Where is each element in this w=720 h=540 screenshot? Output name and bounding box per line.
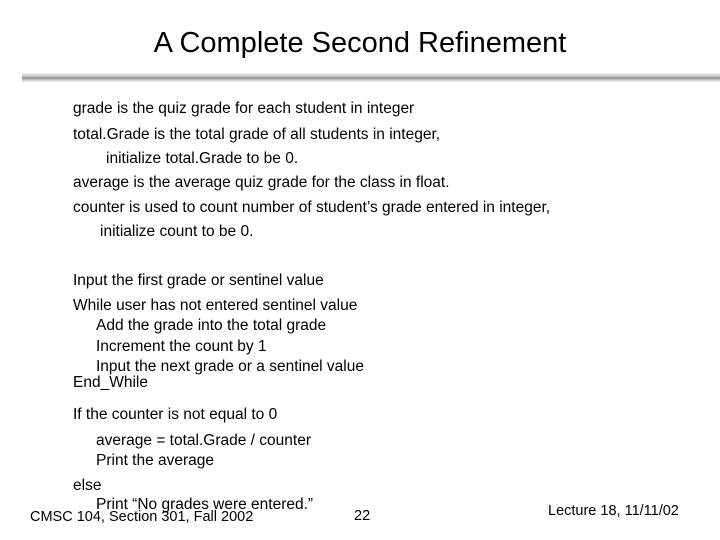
body-line-grade: grade is the quiz grade for each student in integer xyxy=(73,100,415,117)
body-line-increment: Increment the count by 1 xyxy=(96,338,267,355)
body-line-init-count: initialize count to be 0. xyxy=(100,223,254,240)
slide-title: A Complete Second Refinement xyxy=(153,27,567,59)
body-line-input-next: Input the next grade or a sentinel value xyxy=(96,358,364,375)
body-line-compute-average: average = total.Grade / counter xyxy=(96,432,311,449)
body-line-init-totalgrade: initialize total.Grade to be 0. xyxy=(106,150,299,167)
title-divider xyxy=(22,73,720,82)
body-line-print-average: Print the average xyxy=(96,452,215,469)
body-line-totalgrade: total.Grade is the total grade of all students in integer, xyxy=(73,126,441,143)
footer-lecture: Lecture 18, 11/11/02 xyxy=(548,503,679,519)
body-line-if: If the counter is not equal to 0 xyxy=(73,406,278,423)
footer-course: CMSC 104, Section 301, Fall 2002 xyxy=(30,509,254,525)
body-line-input-first: Input the first grade or sentinel value xyxy=(73,272,324,289)
body-line-average: average is the average quiz grade for the class in float. xyxy=(73,174,450,191)
footer-page-number: 22 xyxy=(354,508,371,524)
body-line-add-grade: Add the grade into the total grade xyxy=(96,317,327,334)
body-line-else: else xyxy=(73,477,102,494)
body-line-counter: counter is used to count number of student’s grade entered in integer, xyxy=(73,199,551,216)
body-line-while: While user has not entered sentinel value xyxy=(73,297,358,314)
body-line-end-while: End_While xyxy=(73,374,148,391)
body-line-print-no-grades: Print “No grades were entered.” xyxy=(96,496,314,513)
